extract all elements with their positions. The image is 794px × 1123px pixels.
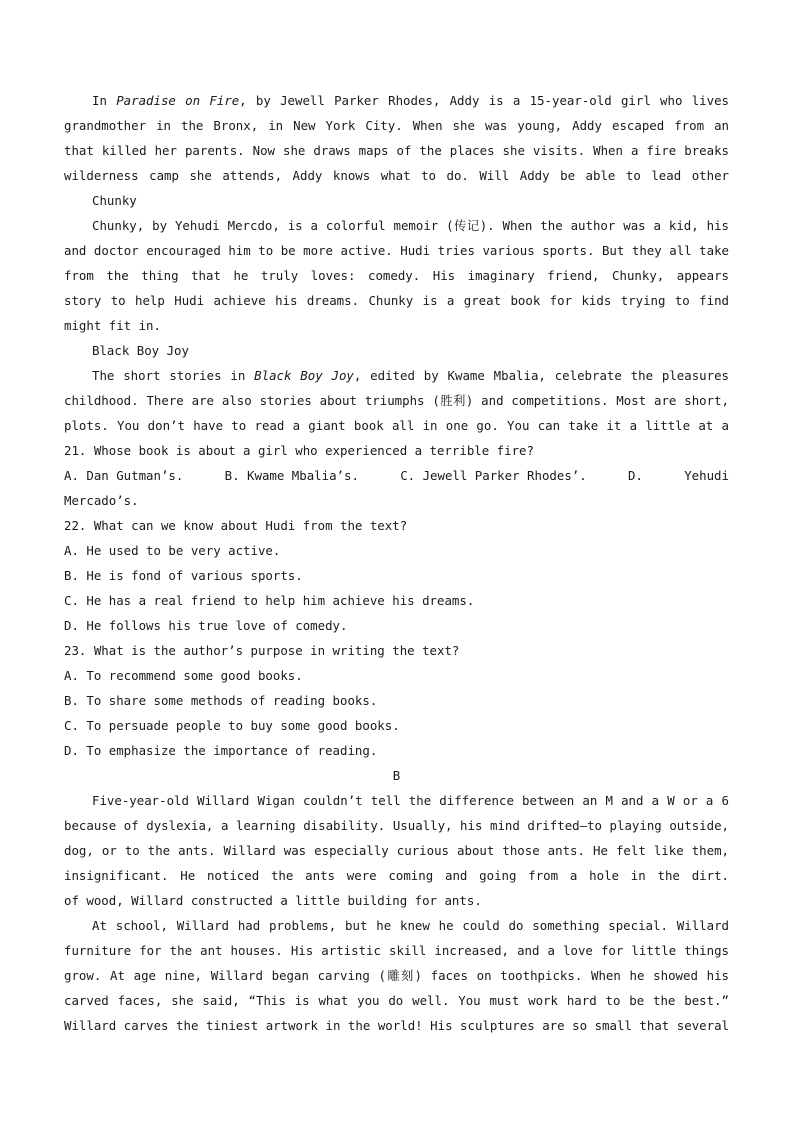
book-heading: Black Boy Joy: [92, 343, 189, 358]
option-d-text: Yehudi: [684, 468, 729, 483]
paragraph-line: because of dyslexia, a learning disability. Usually, his mind drifted—to playing outside,: [64, 818, 729, 833]
paragraph-line: At school, Willard had problems, but he knew he could do something special. Willard: [92, 918, 729, 933]
document-page: [64, 88, 729, 1038]
paragraph-line: grow. At age nine, Willard began carving (雕刻) faces on toothpicks. When he showed his: [64, 968, 729, 983]
option-a: A. To recommend some good books.: [64, 668, 303, 683]
paragraph-line: from the thing that he truly loves: comedy. His imaginary friend, Chunky, appears: [64, 268, 729, 283]
option-b: B. To share some methods of reading books.: [64, 693, 378, 708]
option-d: D.: [627, 468, 643, 483]
paragraph-line: of wood, Willard constructed a little building for ants.: [64, 893, 482, 908]
option-c: C. Jewell Parker Rhodes’.: [400, 468, 587, 483]
paragraph-line: insignificant. He noticed the ants were coming and going from a hole in the dirt.: [64, 868, 729, 883]
paragraph-line: grandmother in the Bronx, in New York City. When she was young, Addy escaped from an: [64, 118, 729, 133]
question-stem: 23. What is the author’s purpose in writing the text?: [64, 643, 460, 658]
option-b: B. Kwame Mbalia’s.: [224, 468, 359, 483]
paragraph-line: and doctor encouraged him to be more active. Hudi tries various sports. But they all take: [64, 243, 729, 258]
option-d: D. To emphasize the importance of reading.: [64, 743, 378, 758]
question-options: [64, 463, 729, 488]
paragraph-line: carved faces, she said, “This is what you do well. You must work hard to be the best.”: [64, 993, 729, 1008]
paragraph-line: dog, or to the ants. Willard was especially curious about those ants. He felt like them,: [64, 843, 729, 858]
question-stem: 22. What can we know about Hudi from the text?: [64, 518, 408, 533]
paragraph-line: Five-year-old Willard Wigan couldn’t tell the difference between an M and a W or a 6: [92, 793, 729, 808]
section-label: B: [392, 768, 401, 783]
text-span: , by Jewell Parker Rhodes, Addy is a 15-year-old girl who lives: [239, 93, 729, 108]
paragraph-line: plots. You don’t have to read a giant book all in one go. You can take it a little at a: [64, 418, 729, 433]
paragraph-line: story to help Hudi achieve his dreams. Chunky is a great book for kids trying to find: [64, 293, 729, 308]
paragraph-line: wilderness camp she attends, Addy knows what to do. Will Addy be able to lead other: [64, 168, 729, 183]
paragraph-line: furniture for the ant houses. His artistic skill increased, and a love for little things: [64, 943, 729, 958]
text-span: In: [92, 93, 117, 108]
question-stem: 21. Whose book is about a girl who experienced a terrible fire?: [64, 443, 534, 458]
paragraph-line: [64, 363, 729, 388]
paragraph-line: [64, 88, 729, 113]
paragraph-line: Chunky, by Yehudi Mercdo, is a colorful memoir (传记). When the author was a kid, his: [92, 218, 729, 233]
text-span: The short stories in: [92, 368, 255, 383]
paragraph-line: childhood. There are also stories about triumphs (胜利) and competitions. Most are short,: [64, 393, 729, 408]
option-c: C. To persuade people to buy some good books.: [64, 718, 400, 733]
option-d: D. He follows his true love of comedy.: [64, 618, 348, 633]
option-a: A. Dan Gutman’s.: [64, 468, 184, 483]
paragraph-line: that killed her parents. Now she draws maps of the places she visits. When a fire breaks: [64, 143, 729, 158]
paragraph-line: might fit in.: [64, 318, 161, 333]
text-span: , edited by Kwame Mbalia, celebrate the pleasures: [353, 368, 729, 383]
option-b: B. He is fond of various sports.: [64, 568, 303, 583]
paragraph-line: Willard carves the tiniest artwork in the world! His sculptures are so small that several: [64, 1018, 729, 1033]
book-title: Paradise on Fire: [116, 93, 240, 108]
book-heading: Chunky: [92, 193, 137, 208]
option-wrap: Mercado’s.: [64, 493, 139, 508]
option-a: A. He used to be very active.: [64, 543, 281, 558]
option-c: C. He has a real friend to help him achieve his dreams.: [64, 593, 475, 608]
book-title: Black Boy Joy: [254, 368, 354, 383]
